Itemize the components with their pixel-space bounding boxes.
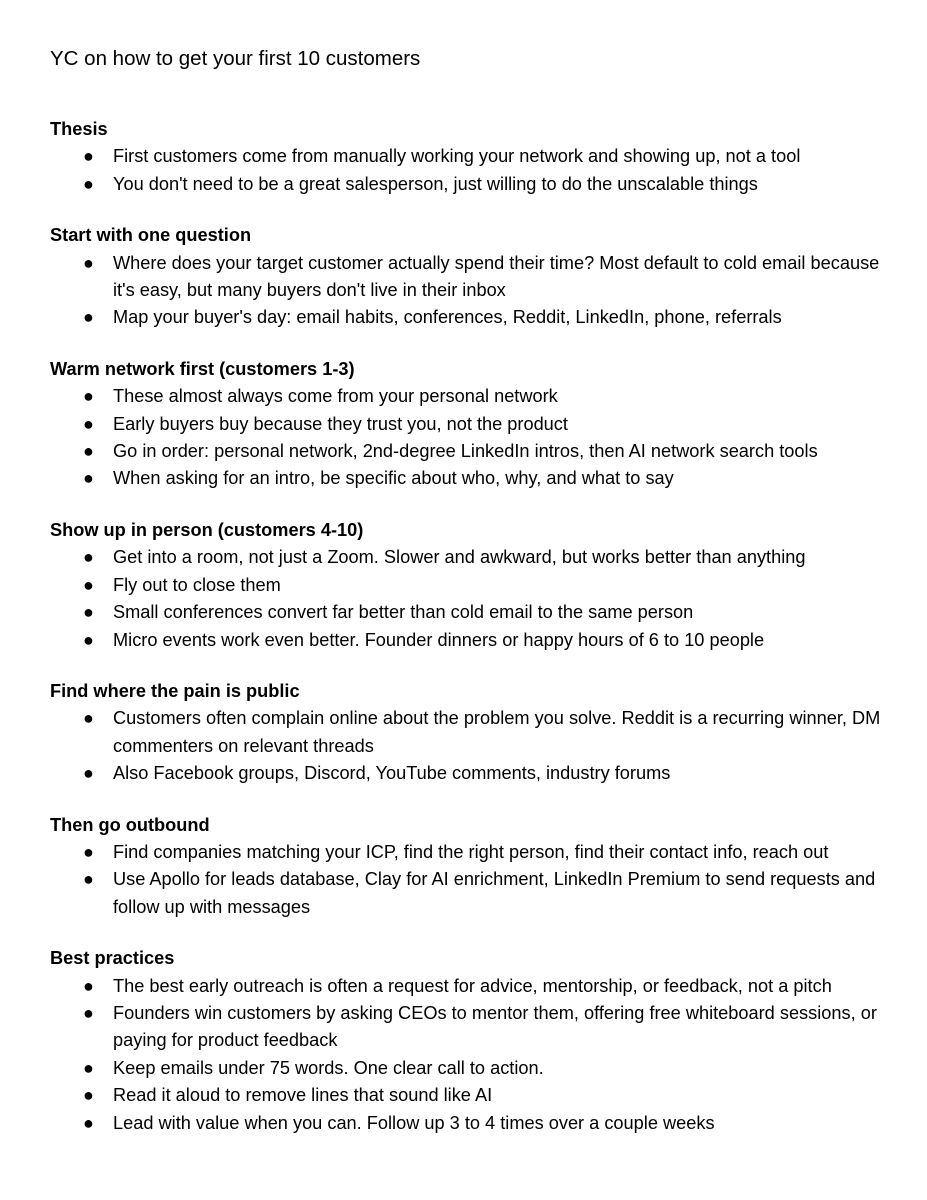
list-item-text: Customers often complain online about the problem you solve. Reddit is a recurring winner, DM commenters on relevant threads <box>113 708 881 756</box>
list-item-text: Read it aloud to remove lines that sound like AI <box>113 1085 493 1106</box>
list-item-text: First customers come from manually working your network and showing up, not a tool <box>113 146 801 167</box>
bullet-point-icon: ● <box>83 252 94 273</box>
section <box>50 356 887 493</box>
bullet-point-icon: ● <box>83 708 94 729</box>
bullet-point-icon: ● <box>83 1085 94 1106</box>
list-item-text: Early buyers buy because they trust you, not the product <box>113 413 568 434</box>
list-item <box>50 1110 887 1137</box>
section-heading: Find where the pain is public <box>50 680 300 701</box>
list-item <box>50 572 887 599</box>
list-item-text: Also Facebook groups, Discord, YouTube comments, industry forums <box>113 763 671 784</box>
list-item-text: Use Apollo for leads database, Clay for AI enrichment, LinkedIn Premium to send requests and follow up with messages <box>113 869 876 917</box>
bullet-list <box>50 143 887 198</box>
bullet-point-icon: ● <box>83 1057 94 1078</box>
list-item-text: Find companies matching your ICP, find the right person, find their contact info, reach out <box>113 841 829 862</box>
list-item-text: You don't need to be a great salesperson, just willing to do the unscalable things <box>113 173 758 194</box>
section <box>50 812 887 922</box>
document-title: YC on how to get your first 10 customers <box>50 47 421 70</box>
bullet-point-icon: ● <box>83 547 94 568</box>
bullet-point-icon: ● <box>83 602 94 623</box>
list-item <box>50 1082 887 1109</box>
list-item-text: Map your buyer's day: email habits, conferences, Reddit, LinkedIn, phone, referrals <box>113 307 782 328</box>
list-item <box>50 599 887 626</box>
list-item-text: Small conferences convert far better than cold email to the same person <box>113 602 694 623</box>
section <box>50 678 887 788</box>
section <box>50 517 887 654</box>
bullet-point-icon: ● <box>83 869 94 890</box>
list-item <box>50 839 887 866</box>
list-item <box>50 760 887 787</box>
list-item-text: Fly out to close them <box>113 574 281 595</box>
list-item <box>50 1000 887 1055</box>
bullet-point-icon: ● <box>83 975 94 996</box>
section-heading: Then go outbound <box>50 814 210 835</box>
list-item <box>50 171 887 198</box>
section <box>50 945 887 1137</box>
list-item-text: Micro events work even better. Founder dinners or happy hours of 6 to 10 people <box>113 629 765 650</box>
list-item <box>50 973 887 1000</box>
section <box>50 116 887 198</box>
list-item-text: Lead with value when you can. Follow up 3 to 4 times over a couple weeks <box>113 1112 715 1133</box>
list-item <box>50 383 887 410</box>
section-heading: Show up in person (customers 4-10) <box>50 519 364 540</box>
bullet-list <box>50 705 887 787</box>
list-item <box>50 465 887 492</box>
list-item-text: Keep emails under 75 words. One clear call to action. <box>113 1057 544 1078</box>
list-item-text: Founders win customers by asking CEOs to mentor them, offering free whiteboard sessions, or paying for product feedback <box>113 1002 877 1051</box>
bullet-list <box>50 544 887 654</box>
list-item-text: Get into a room, not just a Zoom. Slower and awkward, but works better than anything <box>113 547 806 568</box>
list-item <box>50 304 887 331</box>
bullet-point-icon: ● <box>83 307 94 328</box>
list-item-text: These almost always come from your personal network <box>113 386 558 407</box>
list-item-text: Go in order: personal network, 2nd-degree LinkedIn intros, then AI network search tools <box>113 441 818 462</box>
bullet-point-icon: ● <box>83 468 94 489</box>
bullet-point-icon: ● <box>83 386 94 407</box>
section <box>50 222 887 332</box>
list-item <box>50 1055 887 1082</box>
list-item <box>50 438 887 465</box>
bullet-list <box>50 973 887 1137</box>
bullet-point-icon: ● <box>83 629 94 650</box>
list-item <box>50 250 887 305</box>
bullet-point-icon: ● <box>83 441 94 462</box>
list-item <box>50 411 887 438</box>
bullet-list <box>50 383 887 493</box>
bullet-point-icon: ● <box>83 413 94 434</box>
section-heading: Start with one question <box>50 225 252 246</box>
list-item-text: Where does your target customer actually spend their time? Most default to cold email because it's easy, but many buyers don't live in their inbox <box>113 252 880 301</box>
bullet-point-icon: ● <box>83 146 94 167</box>
bullet-point-icon: ● <box>83 173 94 194</box>
list-item-text: When asking for an intro, be specific about who, why, and what to say <box>113 468 674 489</box>
list-item <box>50 866 887 921</box>
list-item <box>50 544 887 571</box>
bullet-list <box>50 839 887 921</box>
bullet-point-icon: ● <box>83 1002 94 1023</box>
bullet-point-icon: ● <box>83 763 94 784</box>
bullet-point-icon: ● <box>83 574 94 595</box>
section-heading: Warm network first (customers 1-3) <box>50 358 355 379</box>
section-heading: Thesis <box>50 119 108 139</box>
document-body <box>50 116 887 1137</box>
list-item <box>50 705 887 760</box>
bullet-list <box>50 250 887 332</box>
list-item <box>50 627 887 654</box>
list-item-text: The best early outreach is often a request for advice, mentorship, or feedback, not a pitch <box>113 975 832 996</box>
bullet-point-icon: ● <box>83 1112 94 1133</box>
bullet-point-icon: ● <box>83 841 94 862</box>
section-heading: Best practices <box>50 948 175 969</box>
list-item <box>50 143 887 170</box>
